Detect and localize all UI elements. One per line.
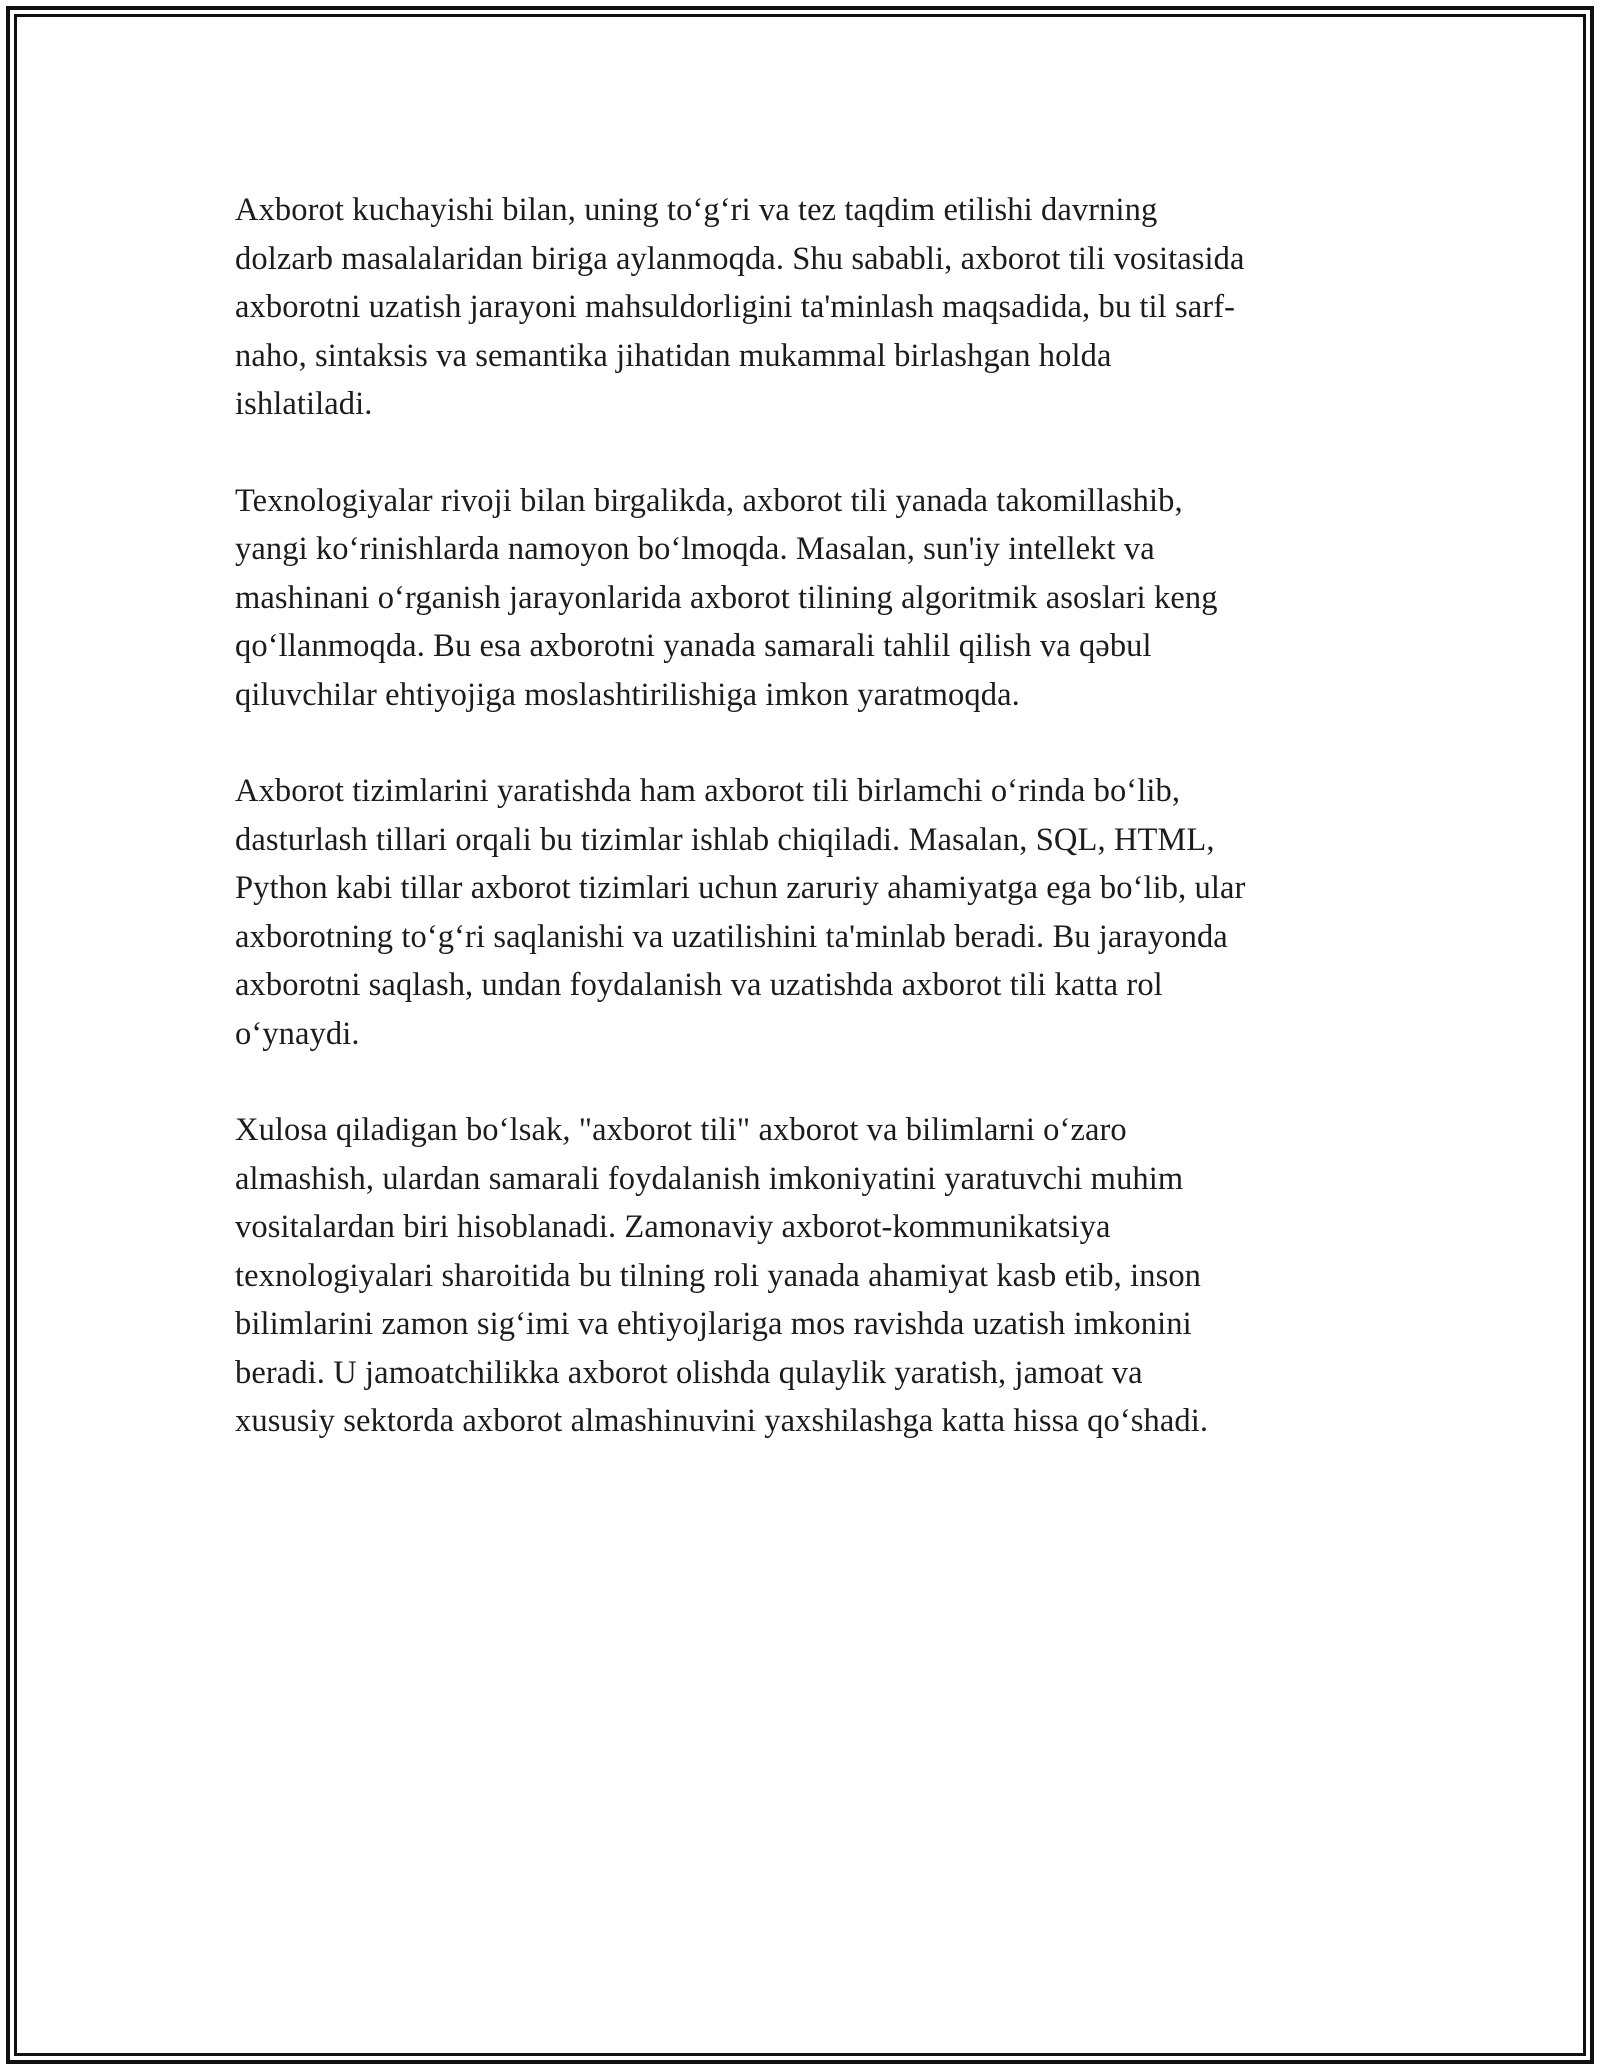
paragraph-3 (235, 767, 1370, 1058)
paragraph-line: texnologiyalari sharoitida bu tilning roli yanada ahamiyat kasb etib, inson (235, 1257, 1202, 1294)
paragraph-4 (235, 1106, 1370, 1446)
paragraph-line: yangi ko‘rinishlarda namoyon bo‘lmoqda. Masalan, sun'iy intellekt va (235, 531, 1155, 567)
paragraph-line: Python kabi tillar axborot tizimlari uchun zaruriy ahamiyatga ega bo‘lib, ular (235, 870, 1246, 906)
paragraph-line: almashish, ulardan samarali foydalanish imkoniyatini yaratuvchi muhim (235, 1160, 1184, 1197)
paragraph-line: dasturlash tillari orqali bu tizimlar ishlab chiqiladi. Masalan, SQL, HTML, (235, 821, 1215, 858)
paragraph-line: vositalardan biri hisoblanadi. Zamonaviy axborot-kommunikatsiya (235, 1209, 1111, 1245)
paragraph-line: qiluvchilar ehtiyojiga moslashtirilishiga imkon yaratmoqda. (235, 676, 1020, 713)
paragraph-line: Axborot tizimlarini yaratishda ham axborot tili birlamchi o‘rinda bo‘lib, (235, 773, 1181, 809)
paragraph-1 (235, 186, 1370, 429)
paragraph-line: beradi. U jamoatchilikka axborot olishda qulaylik yaratish, jamoat va (235, 1354, 1143, 1391)
paragraph-line: qo‘llanmoqda. Bu esa axborotni yanada samarali tahlil qilish va qəbul (235, 628, 1152, 664)
paragraph-line: axborotni uzatish jarayoni mahsuldorligini ta'minlash maqsadida, bu til sarf- (235, 289, 1236, 325)
paragraph-line: o‘ynaydi. (235, 1015, 360, 1052)
paragraph-line: Texnologiyalar rivoji bilan birgalikda, axborot tili yanada takomillashib, (235, 482, 1183, 519)
paragraph-line: mashinani o‘rganish jarayonlarida axborot tilining algoritmik asoslari keng (235, 579, 1218, 616)
paragraph-line: bilimlarini zamon sig‘imi va ehtiyojlariga mos ravishda uzatish imkonini (235, 1306, 1192, 1342)
paragraph-line: Axborot kuchayishi bilan, uning to‘g‘ri va tez taqdim etilishi davrning (235, 192, 1158, 228)
paragraph-2 (235, 477, 1370, 720)
paragraph-line: ishlatiladi. (235, 386, 373, 422)
document-body (235, 186, 1370, 1446)
paragraph-line: xususiy sektorda axborot almashinuvini yaxshilashga katta hissa qo‘shadi. (235, 1403, 1209, 1439)
paragraph-line: axborotning to‘g‘ri saqlanishi va uzatilishini ta'minlab beradi. Bu jarayonda (235, 918, 1228, 955)
paragraph-line: axborotni saqlash, undan foydalanish va uzatishda axborot tili katta rol (235, 967, 1163, 1003)
paragraph-line: naho, sintaksis va semantika jihatidan mukammal birlashgan holda (235, 337, 1112, 374)
paragraph-line: Xulosa qiladigan bo‘lsak, "axborot tili" axborot va bilimlarni o‘zaro (235, 1112, 1127, 1148)
paragraph-line: dolzarb masalalaridan biriga aylanmoqda. Shu sababli, axborot tili vositasida (235, 240, 1245, 277)
